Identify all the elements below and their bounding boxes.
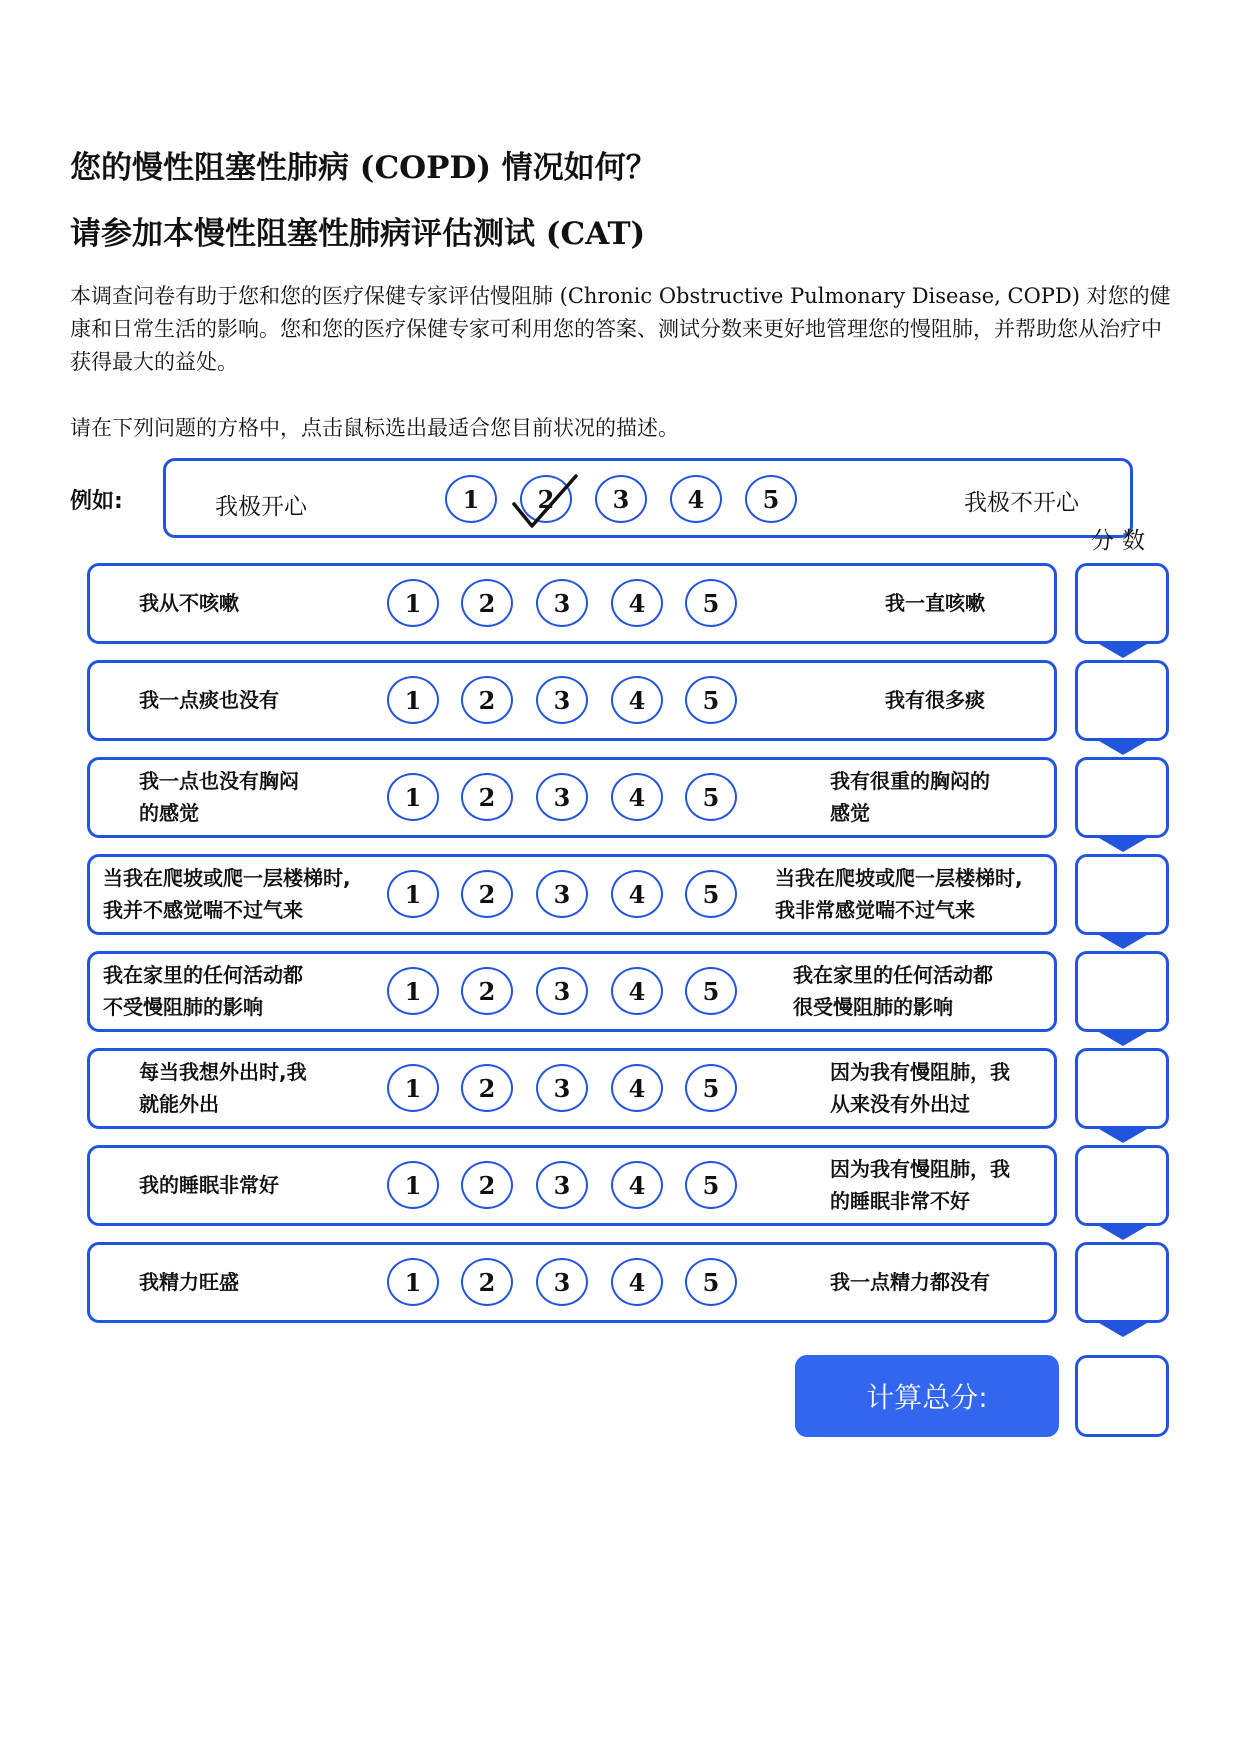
question-5-option-1[interactable]: 1	[387, 967, 439, 1015]
calculate-total-button[interactable]: 计算总分:	[795, 1355, 1059, 1437]
left-label-line: 我精力旺盛	[139, 1269, 239, 1294]
score-box-8[interactable]	[1075, 1242, 1169, 1323]
total-score-box[interactable]	[1075, 1355, 1169, 1437]
left-label-line: 的感觉	[139, 800, 199, 825]
right-label-line: 感觉	[830, 800, 870, 825]
right-label-line: 从来没有外出过	[830, 1091, 970, 1116]
question-7-right-label	[830, 1153, 1010, 1217]
question-4-option-5[interactable]: 5	[685, 870, 737, 918]
right-label-line: 很受慢阻肺的影响	[793, 994, 953, 1019]
left-label-line: 我在家里的任何活动都	[103, 962, 303, 987]
question-3-left-label	[139, 765, 299, 829]
question-6-option-4[interactable]: 4	[611, 1064, 663, 1112]
question-2-right-label	[885, 684, 985, 716]
right-label-line: 因为我有慢阻肺，我	[830, 1156, 1010, 1181]
right-label-line: 我在家里的任何活动都	[793, 962, 993, 987]
question-5-left-label	[103, 959, 303, 1023]
question-7-option-4[interactable]: 4	[611, 1161, 663, 1209]
example-option-4: 4	[670, 475, 722, 523]
left-label-line: 我从不咳嗽	[139, 590, 239, 615]
left-label-line: 我一点痰也没有	[139, 687, 279, 712]
question-4-option-1[interactable]: 1	[387, 870, 439, 918]
question-7-option-2[interactable]: 2	[461, 1161, 513, 1209]
score-box-4[interactable]	[1075, 854, 1169, 935]
left-label-line: 我一点也没有胸闷	[139, 768, 299, 793]
instruction-text: 请在下列问题的方格中，点击鼠标选出最适合您目前状况的描述。	[70, 416, 679, 440]
question-6-option-5[interactable]: 5	[685, 1064, 737, 1112]
question-6-option-2[interactable]: 2	[461, 1064, 513, 1112]
question-8-left-label	[139, 1266, 239, 1298]
question-7-option-1[interactable]: 1	[387, 1161, 439, 1209]
question-8-option-5[interactable]: 5	[685, 1258, 737, 1306]
example-left-label: 我极开心	[215, 494, 307, 520]
right-label-line: 我有很多痰	[885, 687, 985, 712]
question-2-option-1[interactable]: 1	[387, 676, 439, 724]
example-option-2: 2	[520, 475, 572, 523]
question-5-option-4[interactable]: 4	[611, 967, 663, 1015]
question-8-option-1[interactable]: 1	[387, 1258, 439, 1306]
left-label-line: 当我在爬坡或爬一层楼梯时,	[103, 865, 351, 890]
example-option-5: 5	[745, 475, 797, 523]
page-subtitle: 请参加本慢性阻塞性肺病评估测试 (CAT)	[70, 216, 646, 252]
question-1-option-3[interactable]: 3	[536, 579, 588, 627]
page-title: 您的慢性阻塞性肺病 (COPD) 情况如何？	[70, 150, 657, 186]
down-arrow-icon	[1099, 1226, 1147, 1240]
left-label-line: 我的睡眠非常好	[139, 1172, 279, 1197]
left-label-line: 我并不感觉喘不过气来	[103, 897, 303, 922]
score-box-7[interactable]	[1075, 1145, 1169, 1226]
down-arrow-icon	[1099, 1129, 1147, 1143]
question-1-option-4[interactable]: 4	[611, 579, 663, 627]
question-3-option-1[interactable]: 1	[387, 773, 439, 821]
down-arrow-icon	[1099, 644, 1147, 658]
score-box-1[interactable]	[1075, 563, 1169, 644]
question-4-option-2[interactable]: 2	[461, 870, 513, 918]
score-box-5[interactable]	[1075, 951, 1169, 1032]
question-3-option-3[interactable]: 3	[536, 773, 588, 821]
right-label-line: 我一点精力都没有	[830, 1269, 990, 1294]
question-8-option-2[interactable]: 2	[461, 1258, 513, 1306]
left-label-line: 就能外出	[139, 1091, 219, 1116]
question-7-left-label	[139, 1169, 279, 1201]
down-arrow-icon	[1099, 1032, 1147, 1046]
down-arrow-icon	[1099, 741, 1147, 755]
question-2-option-2[interactable]: 2	[461, 676, 513, 724]
intro-paragraph: 本调查问卷有助于您和您的医疗保健专家评估慢阻肺 (Chronic Obstructive Pulmonary Disease, COPD) 对您的健康和日常生活的影响。您和您的医疗保健专家可利用您的答案、测试分数来更好地管理您的慢阻肺，并帮助您从治疗中获得最大的益处。	[70, 284, 1171, 374]
down-arrow-icon	[1099, 1323, 1147, 1337]
example-label: 例如:	[70, 489, 123, 514]
question-8-option-3[interactable]: 3	[536, 1258, 588, 1306]
right-label-line: 我非常感觉喘不过气来	[775, 897, 975, 922]
question-6-option-3[interactable]: 3	[536, 1064, 588, 1112]
question-7-option-3[interactable]: 3	[536, 1161, 588, 1209]
score-column-header: 分数	[1091, 528, 1153, 554]
question-1-option-2[interactable]: 2	[461, 579, 513, 627]
question-2-option-3[interactable]: 3	[536, 676, 588, 724]
right-label-line: 当我在爬坡或爬一层楼梯时,	[775, 865, 1023, 890]
question-3-option-5[interactable]: 5	[685, 773, 737, 821]
question-6-option-1[interactable]: 1	[387, 1064, 439, 1112]
question-4-right-label	[775, 862, 1023, 926]
right-label-line: 我有很重的胸闷的	[830, 768, 990, 793]
score-box-3[interactable]	[1075, 757, 1169, 838]
example-right-label: 我极不开心	[964, 490, 1079, 516]
question-1-left-label	[139, 587, 239, 619]
question-6-left-label	[139, 1056, 307, 1120]
question-2-option-4[interactable]: 4	[611, 676, 663, 724]
question-8-right-label	[830, 1266, 990, 1298]
question-3-option-4[interactable]: 4	[611, 773, 663, 821]
question-3-right-label	[830, 765, 990, 829]
question-4-option-3[interactable]: 3	[536, 870, 588, 918]
question-1-option-5[interactable]: 5	[685, 579, 737, 627]
question-8-option-4[interactable]: 4	[611, 1258, 663, 1306]
example-option-3: 3	[595, 475, 647, 523]
score-box-2[interactable]	[1075, 660, 1169, 741]
question-5-option-5[interactable]: 5	[685, 967, 737, 1015]
right-label-line: 的睡眠非常不好	[830, 1188, 970, 1213]
down-arrow-icon	[1099, 838, 1147, 852]
left-label-line: 每当我想外出时,我	[139, 1059, 307, 1084]
question-2-option-5[interactable]: 5	[685, 676, 737, 724]
question-5-right-label	[793, 959, 993, 1023]
example-option-1: 1	[445, 475, 497, 523]
down-arrow-icon	[1099, 935, 1147, 949]
right-label-line: 我一直咳嗽	[885, 590, 985, 615]
question-1-right-label	[885, 587, 985, 619]
question-1-option-1[interactable]: 1	[387, 579, 439, 627]
question-7-option-5[interactable]: 5	[685, 1161, 737, 1209]
question-6-right-label	[830, 1056, 1010, 1120]
question-4-option-4[interactable]: 4	[611, 870, 663, 918]
question-3-option-2[interactable]: 2	[461, 773, 513, 821]
question-2-left-label	[139, 684, 279, 716]
right-label-line: 因为我有慢阻肺，我	[830, 1059, 1010, 1084]
question-5-option-2[interactable]: 2	[461, 967, 513, 1015]
left-label-line: 不受慢阻肺的影响	[103, 994, 263, 1019]
checkmark-icon	[510, 470, 582, 532]
question-4-left-label	[103, 862, 351, 926]
score-box-6[interactable]	[1075, 1048, 1169, 1129]
question-5-option-3[interactable]: 3	[536, 967, 588, 1015]
